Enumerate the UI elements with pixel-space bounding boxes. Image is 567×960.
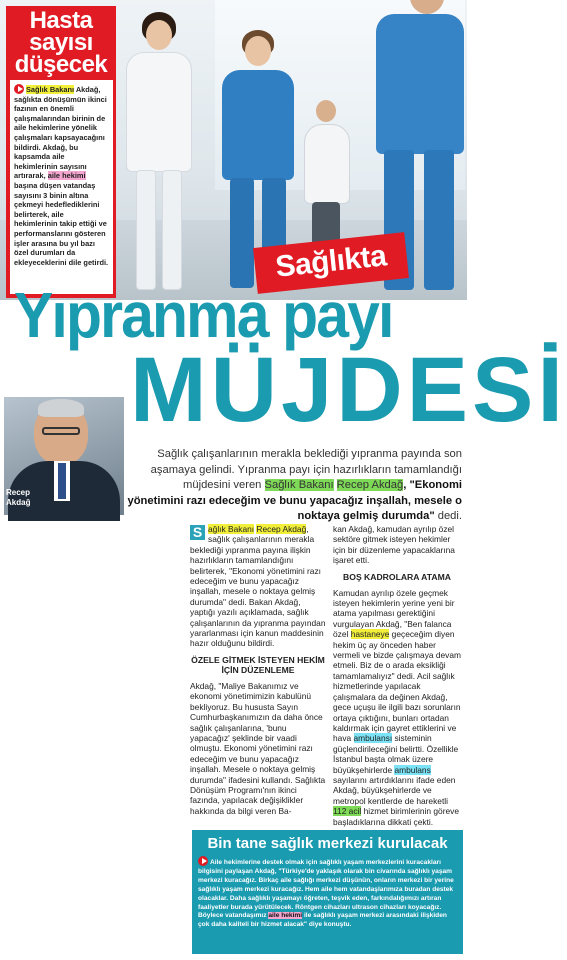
info-box-body (198, 856, 457, 930)
headline-line-2: MÜJDESİ (130, 339, 567, 441)
col2-text-c: sisteminin güçlendirileceğini belirtti. Özellikle İstanbul başta olmak üzere büyükşehirlerde (333, 733, 459, 775)
col2-text-e: hizmet birimlerinin göreve başladıklarına dikkati çekti. (333, 806, 459, 827)
info-box-text-1: Aile hekimlerine destek olmak için sağlıklı yaşam merkezlerini kuracakları bilgisini paylaşan Akdağ, "Türkiye'de yaklaşık olarak bin civarında sağlıklı yaşam merkezi kuracağız. Birkaç aile sağlığı merkezi düşünün, onların merkezi bir yerine sağlıklı yaşam merkezi kuracağız. Hem aile hem vatandaşlarımıza buradan destek olacaklar. Daha sağlıklı yaşamayı öğreten, teşvik eden, farkındalığımızı artıran faaliyetler burada yürütülecek. Röntgen cihazları ultrason cihazları koyacağız. Böylece vatandaşımız (198, 859, 454, 920)
col2-text-d: sayılarını artırdıklarını ifade eden Akdağ, büyükşehirlerde ve metropol kentlerde de hareketli (333, 774, 456, 806)
headline-line-1: Yıpranma payı (14, 279, 393, 351)
portrait-glasses (42, 427, 80, 435)
sidebar-body (10, 80, 113, 294)
col2-paragraph-1: kan Akdağ, kamudan ayrılıp özel sektöre gitmek isteyen hekimler için bir düzenleme yapacaklarına işaret etti. (333, 524, 455, 566)
col2-text-b: geçeceğim diyen hekim üç ay önceden haber vermeli ve bizde çalışmaya devam etmeli. Biz de o arada eksikliği tamamlamalıyız" dedi. Acil sağlık hizmetlerinde yapılacak çalışmalara da değinen Akdağ, gece uçuşu ile ilgili bazı sorunların ortaya çıktığını, bunları ortadan kaldırmak için gayret ettiklerini ve hava (333, 629, 462, 744)
col2-highlight-1: hastaneye (350, 629, 390, 640)
col2-text-a: Kamudan ayrılıp özele geçmek isteyen hekimlerin yerine yeni bir atama yapılması gerektiğini vurgulayan Akdağ, "Ben falanca özel (333, 587, 455, 640)
article-column-1 (190, 524, 326, 818)
lead-paragraph (126, 447, 462, 525)
col1-text-1: , sağlık çalışanlarının merakla beklediği yıpranma payına ilişkin hazırlıkların tamamlandığını belirterek, "Ekonomi yönetimini razı edeceğim ve bunu yapacağız inşallah, mesele o noktaya gelmiş durumda" dedi. Bakan Akdağ, yaptığı yazılı açıklamada, sağlık çalışanlarının da yıpranma payından yararlanması için kanun maddesinin hazır olduğunu bildirdi. (190, 524, 326, 649)
info-box-text-2: ile sağlıklı yaşam merkezi arasındaki ilişkiden çok daha kaliteli bir hizmet alacak" diye konuştu. (198, 912, 447, 929)
lead-text: Sağlık çalışanlarının merakla beklediği yıpranma payında son aşamaya gelindi. Yıpranma payı için hazırlıkların tamamlandığı müjdesini veren (150, 448, 462, 491)
dropcap: S (190, 525, 205, 540)
sidebar-box (6, 6, 116, 298)
article-column-2 (333, 524, 461, 829)
sidebar-title: Hasta sayısı düşecek (14, 7, 108, 78)
sidebar-highlight-2: aile hekimi (47, 171, 86, 181)
col2-highlight-3: ambulans (394, 764, 431, 775)
nurse-white-figure (120, 10, 200, 300)
sidebar-highlight: Sağlık Bakanı (26, 85, 75, 94)
sidebar-text-2: başına düşen vatandaş sayısını 3 binin altına çekmeyi hedeflediklerini belirterek, aile hekimlerinin takip ettiği ve performanslarını gösteren işler arasına bu yıl bazı özel durumları da ekleyeceklerini dile getirdi. (14, 180, 109, 267)
lead-highlight-2: Recep Akdağ (336, 479, 404, 491)
col2-highlight-4: 112 acil (333, 806, 362, 817)
sidebar-text-1: Akdağ, sağlıkta dönüşümün ikinci fazının en önemli çalışmalarından birinin de aile hekimlerine yönelik çalışmaları kapsayacağını bildirdi. Akdağ, bu kapsamda aile hekimlerinin sayısını artırarak, (14, 85, 107, 181)
portrait-caption: Recep Akdağ (6, 488, 31, 507)
info-box-title: Bin tane sağlık merkezi kurulacak (207, 835, 448, 852)
portrait-hair (38, 399, 84, 417)
col1-paragraph-2: Akdağ, "Maliye Bakanımız ve ekonomi yönetimimizin kabulünü bekliyoruz. Bu hususta Sayın Cumhurbaşkanımızın da daha önce sağlık çalışanlarına, 'bunu yapacağız' şeklinde bir vaadi olmuştu. Ekonomi yönetimini razı edeceğim ve bunu yapacağız inşallah. Mesele o noktaya gelmiş durumda" ifadesini kullandı. Sağlıkta Dönüşüm Programı'nın ikinci fazında, yapılacak değişiklikler hakkında da bilgi veren Ba- (190, 680, 326, 816)
col1-subhead: ÖZELE GİTMEK İSTEYEN HEKİM İÇİN DÜZENLEME (191, 654, 325, 675)
doctor-background-figure (302, 100, 352, 250)
col1-highlight-2: Recep Akdağ (256, 524, 307, 534)
play-arrow-icon (14, 84, 24, 94)
portrait-tie (58, 463, 66, 499)
headline-tag: Sağlıkta (253, 232, 409, 294)
lead-end: dedi. (434, 510, 462, 522)
info-box-highlight: aile hekimi (268, 912, 303, 920)
col2-paragraph-2 (333, 588, 461, 827)
play-arrow-icon (198, 856, 208, 866)
col1-highlight-1: ağlık Bakanı (208, 524, 255, 534)
lead-quote: , "Ekonomi yönetimini razı edeceğim ve bunu yapacağız inşallah, mesele o noktaya gelmiş durumda" (127, 479, 462, 522)
col2-subhead: BOŞ KADROLARA ATAMA (343, 571, 451, 582)
col1-paragraph-1 (190, 524, 326, 649)
col2-highlight-2: ambulansı (353, 733, 393, 744)
info-box (192, 830, 463, 954)
lead-highlight-1: Sağlık Bakanı (264, 479, 334, 491)
